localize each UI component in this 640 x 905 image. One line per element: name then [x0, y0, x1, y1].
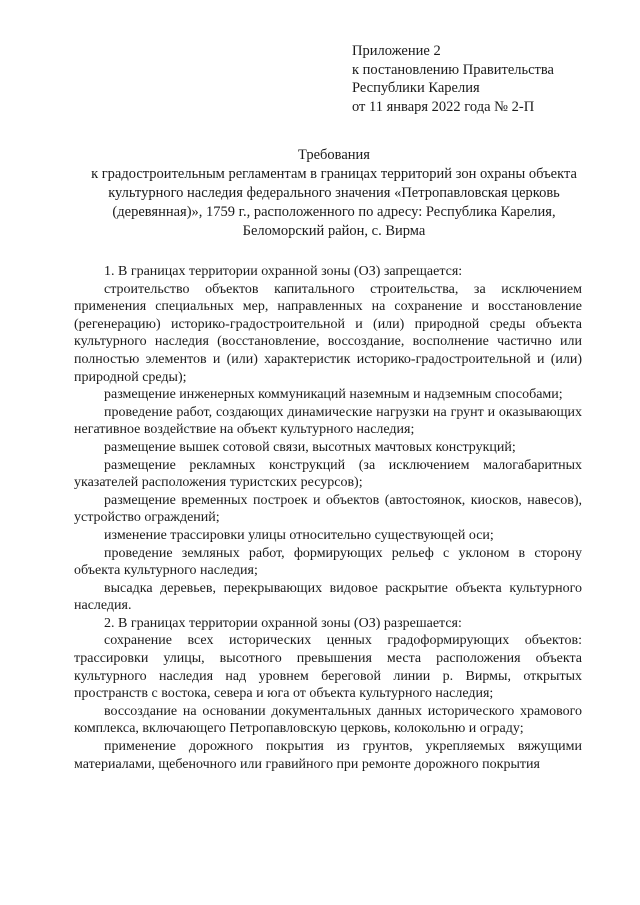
prohibition-item: размещение инженерных коммуникаций наземным и надземным способами; — [104, 387, 563, 403]
permission-item: сохранение всех исторических ценных градоформирующих объектов: трассировки улицы, высотного превышения места расположения объекта культурного наследия над уровнем береговой линии р. Вирмы, открытых пространств с востока, севера и юга от объекта культурного наследия; — [74, 633, 582, 702]
title-line: культурного наследия федерального значения «Петропавловская церковь — [108, 185, 560, 201]
title-heading: Требования — [298, 147, 370, 163]
prohibition-item: высадка деревьев, перекрывающих видовое раскрытие объекта культурного наследия. — [74, 580, 582, 614]
section-2-heading: 2. В границах территории охранной зоны (ОЗ) разрешается: — [104, 615, 462, 631]
prohibition-item: размещение вышек сотовой связи, высотных мачтовых конструкций; — [104, 439, 516, 455]
appendix-line: к постановлению Правительства — [352, 61, 554, 78]
prohibition-item: проведение работ, создающих динамические нагрузки на грунт и оказывающих негативное воздействие на объект культурного наследия; — [74, 404, 582, 438]
permission-item: применение дорожного покрытия из грунтов, укрепляемых вяжущими материалами, щебеночного или гравийного при ремонте дорожного покрытия — [74, 739, 582, 772]
title-line: (деревянная)», 1759 г., расположенного по адресу: Республика Карелия, — [112, 204, 556, 220]
prohibition-item: проведение земляных работ, формирующих рельеф с уклоном в сторону объекта культурного наследия; — [74, 545, 582, 579]
appendix-line: Приложение 2 — [352, 43, 441, 59]
appendix-line: Республики Карелия — [352, 80, 480, 96]
title-line: к градостроительным регламентам в границах территорий зон охраны объекта — [91, 166, 577, 182]
prohibition-item: размещение рекламных конструкций (за исключением малогабаритных указателей расположения туристских ресурсов); — [74, 457, 582, 491]
appendix-line: от 11 января 2022 года № 2-П — [352, 98, 535, 115]
appendix-header — [352, 42, 622, 116]
document-title — [40, 146, 628, 241]
document-body — [74, 263, 582, 773]
prohibition-item: размещение временных построек и объектов (автостоянок, киосков, навесов), устройство ограждений; — [74, 492, 582, 526]
prohibition-item: строительство объектов капитального строительства, за исключением применения специальных мер, направленных на сохранение и восстановление (регенерацию) историко-градостроительной и (или) природной среды объекта культурного наследия (восстановление, воссоздание, восполнение частично или полностью элементов и (или) характеристик историко-градостроительной и (или) природной среды); — [74, 281, 582, 385]
section-1-heading: 1. В границах территории охранной зоны (ОЗ) запрещается: — [104, 264, 463, 279]
prohibition-item: изменение трассировки улицы относительно существующей оси; — [104, 527, 494, 543]
title-line: Беломорский район, с. Вирма — [242, 223, 426, 239]
permission-item: воссоздание на основании документальных данных исторического храмового комплекса, включающего Петропавловскую церковь, колокольню и ограду; — [74, 703, 582, 737]
